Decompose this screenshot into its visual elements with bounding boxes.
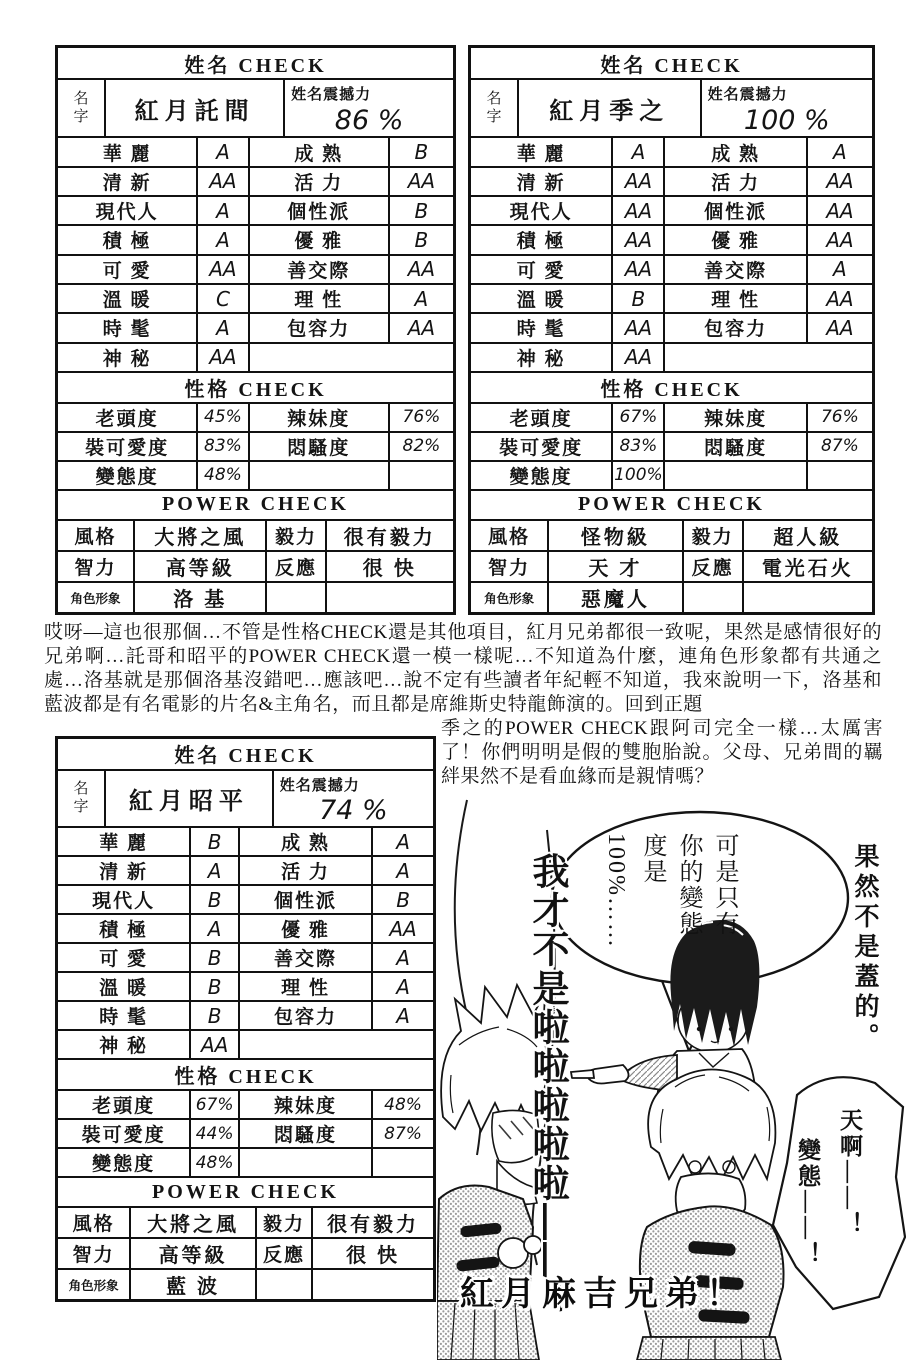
power-title: POWER CHECK (58, 1176, 433, 1206)
attribute-row (58, 283, 453, 312)
personality-value: 67% (611, 404, 663, 431)
personality-row (58, 431, 453, 460)
attribute-label: 華 麗 (99, 833, 148, 855)
attribute-grade: AA (196, 168, 247, 195)
attribute-grade: B (189, 944, 238, 971)
impact-value: 86 % (334, 104, 404, 136)
attribute-label: 積 極 (102, 231, 152, 253)
power-value: 惡魔人 (547, 583, 681, 612)
attribute-label: 理 性 (238, 973, 371, 1000)
attribute-grade: A (371, 828, 433, 855)
power-row (58, 519, 453, 550)
attribute-label: 個性派 (248, 197, 388, 224)
attribute-label: 神 秘 (516, 348, 566, 370)
attribute-grade: B (189, 1002, 238, 1029)
narration-text-right: 季之的POWER CHECK跟阿司完全一樣…太厲害了！你們明明是假的雙胞胎說。父母、兄弟間的羈絆果然不是看血緣而是親情嗎？ (441, 718, 883, 787)
name-row (58, 769, 433, 827)
personality-value: 87% (806, 433, 872, 460)
attribute-grade: A (388, 285, 453, 312)
attribute-row (58, 312, 453, 341)
personality-value: 45% (196, 404, 247, 431)
check-table-takuma (55, 45, 456, 615)
personality-value: 83% (611, 433, 663, 460)
attribute-grade: B (189, 828, 238, 855)
personality-label: 變態度 (509, 466, 573, 488)
power-value: 怪物級 (547, 521, 681, 550)
attribute-label: 善交際 (238, 944, 371, 971)
attribute-label: 善交際 (248, 256, 388, 283)
attribute-grade: A (196, 314, 247, 341)
personality-label: 裝可愛度 (85, 437, 170, 459)
power-value: 超人級 (742, 521, 872, 550)
character-embarrassed (637, 1069, 784, 1360)
attribute-row (58, 942, 433, 971)
personality-value (388, 462, 453, 489)
power-value: 高等級 (129, 1239, 255, 1268)
power-label: 反應 (682, 552, 742, 581)
personality-row (471, 460, 872, 489)
aside-comment-text: 果然不是蓋的。 (851, 843, 878, 1053)
attribute-grade: AA (611, 197, 663, 224)
personality-title: 性格 CHECK (58, 371, 453, 402)
attribute-blank (238, 1031, 433, 1058)
personality-row (58, 1147, 433, 1176)
attribute-grade: A (371, 857, 433, 884)
power-label: 角色形象 (68, 1278, 119, 1293)
power-row (58, 1268, 433, 1299)
personality-label: 辣妹度 (663, 404, 805, 431)
name-label-text: 名字 (73, 781, 89, 816)
attribute-label: 神 秘 (102, 348, 152, 370)
attribute-label: 包容力 (238, 1002, 371, 1029)
attribute-label: 現代人 (509, 202, 573, 224)
table-title: 姓名 CHECK (174, 745, 317, 768)
attribute-row (58, 342, 453, 371)
attribute-label: 個性派 (238, 886, 371, 913)
personality-value: 87% (371, 1120, 433, 1147)
power-value: 洛 基 (133, 583, 265, 612)
attribute-row (58, 855, 433, 884)
attribute-label: 優 雅 (663, 226, 805, 253)
scream-text-2: 變態——！ (795, 1138, 820, 1268)
power-label (255, 1270, 311, 1299)
attribute-row (471, 342, 872, 371)
personality-label: 辣妹度 (248, 404, 388, 431)
power-label: 智力 (72, 1245, 115, 1266)
scream-text-1: 天啊——！ (837, 1108, 862, 1238)
personality-label: 悶騷度 (248, 433, 388, 460)
personality-value (371, 1149, 433, 1176)
attribute-grade: AA (806, 197, 872, 224)
attribute-label: 包容力 (663, 314, 805, 341)
attribute-label: 可 愛 (99, 949, 148, 971)
attribute-label: 包容力 (248, 314, 388, 341)
attribute-label: 溫 暖 (99, 978, 148, 1000)
attribute-label: 個性派 (663, 197, 805, 224)
attribute-row (58, 971, 433, 1000)
attribute-grade: A (196, 197, 247, 224)
name-row (471, 78, 872, 136)
attribute-row (471, 136, 872, 165)
attribute-label: 溫 暖 (516, 290, 566, 312)
attribute-grade: AA (388, 168, 453, 195)
attribute-label: 清 新 (99, 862, 148, 884)
attribute-grade: A (806, 256, 872, 283)
attribute-grade: AA (806, 226, 872, 253)
personality-label: 老頭度 (92, 1096, 156, 1118)
power-label: 風格 (74, 527, 117, 549)
attribute-grade: A (196, 226, 247, 253)
power-value: 藍 波 (129, 1270, 255, 1299)
attribute-grade: AA (611, 314, 663, 341)
name-label (58, 80, 106, 136)
personality-title: 性格 CHECK (58, 1058, 433, 1089)
attribute-row (471, 283, 872, 312)
personality-row (58, 402, 453, 431)
attribute-row (58, 224, 453, 253)
attribute-row (58, 136, 453, 165)
personality-value (806, 462, 872, 489)
power-label (682, 583, 742, 612)
attribute-row (58, 884, 433, 913)
attribute-row (58, 166, 453, 195)
power-label: 毅力 (255, 1208, 311, 1237)
attribute-label: 華 麗 (516, 143, 566, 165)
power-value: 天 才 (547, 552, 681, 581)
narration-text: 哎呀—這也很那個…不管是性格CHECK還是其他項目，紅月兄弟都很一致呢，果然是感情很好的兄弟啊…託哥和昭平的POWER CHECK還一模一樣呢…不知道為什麼，連角色形象都有共通之處…洛基就是那個洛基沒錯吧…應該吧…說不定有些讀者年紀輕不知道，我來說明一下，洛基和藍波都是有名電影的片名&主角名，而且都是席維斯史特龍飾演的。回到正題 (44, 622, 882, 715)
attribute-grade: B (388, 197, 453, 224)
power-label: 毅力 (265, 521, 324, 550)
attribute-label: 善交際 (663, 256, 805, 283)
name-row (58, 78, 453, 136)
attribute-label: 理 性 (663, 285, 805, 312)
attribute-grade: A (371, 973, 433, 1000)
attribute-label: 時 髦 (99, 1007, 148, 1029)
personality-label: 悶騷度 (663, 433, 805, 460)
power-value: 很有毅力 (325, 521, 453, 550)
attribute-label: 優 雅 (238, 915, 371, 942)
name-value: 紅月託間 (134, 98, 255, 125)
power-row (471, 581, 872, 612)
attribute-grade: AA (611, 226, 663, 253)
power-row (471, 550, 872, 581)
power-label: 智力 (488, 558, 531, 580)
power-title: POWER CHECK (58, 489, 453, 519)
attribute-grade: AA (611, 168, 663, 195)
attribute-label: 優 雅 (248, 226, 388, 253)
attribute-label: 時 髦 (516, 319, 566, 341)
power-value: 很有毅力 (311, 1208, 433, 1237)
power-label: 風格 (72, 1214, 115, 1235)
attribute-row (58, 913, 433, 942)
attribute-grade: AA (388, 314, 453, 341)
personality-label (663, 462, 805, 489)
attribute-row (471, 312, 872, 341)
attribute-grade: AA (611, 344, 663, 371)
power-value (742, 583, 872, 612)
personality-label: 悶騷度 (238, 1120, 371, 1147)
power-row (58, 581, 453, 612)
personality-value: 76% (806, 404, 872, 431)
check-table-shohei (55, 736, 436, 1302)
check-table-toshiyuki (468, 45, 875, 615)
attribute-row (58, 195, 453, 224)
attribute-row (58, 1029, 433, 1058)
attribute-label: 活 力 (663, 168, 805, 195)
attribute-grade: B (388, 226, 453, 253)
personality-value: 48% (189, 1149, 238, 1176)
attribute-label: 積 極 (99, 920, 148, 942)
personality-label: 老頭度 (95, 408, 159, 430)
attribute-grade: A (196, 138, 247, 165)
attribute-grade: A (806, 138, 872, 165)
personality-value: 83% (196, 433, 247, 460)
attribute-label: 清 新 (102, 172, 152, 194)
power-label (265, 583, 324, 612)
impact-cell (283, 80, 453, 136)
personality-value: 48% (196, 462, 247, 489)
attribute-label: 現代人 (95, 202, 159, 224)
attribute-grade: AA (388, 256, 453, 283)
personality-row (58, 1118, 433, 1147)
personality-label: 裝可愛度 (81, 1125, 166, 1147)
attribute-grade: B (371, 886, 433, 913)
impact-label: 姓名震撼力 (291, 87, 372, 104)
attribute-row (471, 254, 872, 283)
personality-value: 67% (189, 1091, 238, 1118)
impact-cell (700, 80, 872, 136)
attribute-label: 溫 暖 (102, 290, 152, 312)
attribute-label: 成 熟 (238, 828, 371, 855)
personality-label (248, 462, 388, 489)
attribute-row (471, 166, 872, 195)
impact-label: 姓名震撼力 (279, 777, 360, 794)
power-label: 反應 (255, 1239, 311, 1268)
attribute-label: 活 力 (238, 857, 371, 884)
attribute-grade: A (189, 857, 238, 884)
attribute-grade: AA (806, 285, 872, 312)
attribute-row (58, 826, 433, 855)
attribute-grade: B (189, 973, 238, 1000)
table-title: 姓名 CHECK (600, 54, 743, 77)
attribute-grade: A (611, 138, 663, 165)
attribute-label: 時 髦 (102, 319, 152, 341)
power-label: 角色形象 (484, 591, 535, 606)
impact-cell (272, 771, 433, 827)
power-row (58, 550, 453, 581)
attribute-row (58, 1000, 433, 1029)
power-label: 智力 (74, 558, 117, 580)
power-row (58, 1237, 433, 1268)
power-label: 毅力 (682, 521, 742, 550)
attribute-label: 現代人 (92, 891, 156, 913)
attribute-label: 成 熟 (663, 138, 805, 165)
power-label: 角色形象 (70, 591, 121, 606)
attribute-label: 可 愛 (516, 260, 566, 282)
attribute-grade: A (189, 915, 238, 942)
attribute-label: 積 極 (516, 231, 566, 253)
personality-label: 裝可愛度 (499, 437, 584, 459)
personality-label: 變態度 (92, 1154, 156, 1176)
power-value: 大將之風 (133, 521, 265, 550)
attribute-grade: AA (371, 915, 433, 942)
power-value: 很 快 (325, 552, 453, 581)
attribute-blank (663, 344, 872, 371)
personality-label: 辣妹度 (238, 1091, 371, 1118)
personality-value: 44% (189, 1120, 238, 1147)
name-label (471, 80, 519, 136)
name-label-text: 名字 (73, 91, 89, 126)
attribute-grade: B (611, 285, 663, 312)
attribute-grade: AA (189, 1031, 238, 1058)
name-label (58, 771, 106, 827)
attribute-label: 可 愛 (102, 260, 152, 282)
power-row (471, 519, 872, 550)
attribute-label: 活 力 (248, 168, 388, 195)
power-title: POWER CHECK (471, 489, 872, 519)
name-value: 紅月昭平 (128, 788, 249, 815)
name-label-text: 名字 (486, 91, 502, 126)
attribute-grade: AA (196, 256, 247, 283)
shout-text: 我才不是啦啦啦啦啦——！ (527, 852, 568, 1320)
personality-row (58, 460, 453, 489)
attribute-label: 神 秘 (99, 1036, 148, 1058)
table-title: 姓名 CHECK (184, 54, 327, 77)
personality-value: 82% (388, 433, 453, 460)
impact-value: 74 % (319, 794, 388, 826)
power-row (58, 1206, 433, 1237)
speech-bubble-text: 可是只有你的變態度是100%…… (603, 833, 737, 949)
power-value: 電光石火 (742, 552, 872, 581)
power-label: 風格 (488, 527, 531, 549)
impact-label: 姓名震撼力 (707, 87, 788, 104)
personality-row (471, 431, 872, 460)
personality-value: 76% (388, 404, 453, 431)
attribute-row (58, 254, 453, 283)
power-value: 高等級 (133, 552, 265, 581)
personality-label: 變態度 (95, 466, 159, 488)
attribute-label: 成 熟 (248, 138, 388, 165)
power-value (311, 1270, 433, 1299)
personality-label (238, 1149, 371, 1176)
attribute-label: 華 麗 (102, 143, 152, 165)
power-value: 大將之風 (129, 1208, 255, 1237)
personality-label: 老頭度 (509, 408, 573, 430)
personality-row (471, 402, 872, 431)
attribute-grade: A (371, 1002, 433, 1029)
personality-title: 性格 CHECK (471, 371, 872, 402)
name-value: 紅月季之 (549, 98, 670, 125)
impact-value: 100 % (743, 104, 830, 136)
attribute-blank (248, 344, 453, 371)
attribute-grade: AA (806, 168, 872, 195)
attribute-grade: AA (806, 314, 872, 341)
attribute-label: 理 性 (248, 285, 388, 312)
attribute-grade: C (196, 285, 247, 312)
bottom-caption: 紅月麻吉兄弟！ (460, 1275, 747, 1313)
attribute-row (471, 224, 872, 253)
attribute-row (471, 195, 872, 224)
attribute-grade: AA (611, 256, 663, 283)
attribute-grade: AA (196, 344, 247, 371)
personality-value: 48% (371, 1091, 433, 1118)
attribute-label: 清 新 (516, 172, 566, 194)
power-value (325, 583, 453, 612)
personality-value: 100% (611, 462, 663, 489)
attribute-grade: A (371, 944, 433, 971)
power-label: 反應 (265, 552, 324, 581)
power-value: 很 快 (311, 1239, 433, 1268)
attribute-grade: B (189, 886, 238, 913)
attribute-grade: B (388, 138, 453, 165)
personality-row (58, 1089, 433, 1118)
